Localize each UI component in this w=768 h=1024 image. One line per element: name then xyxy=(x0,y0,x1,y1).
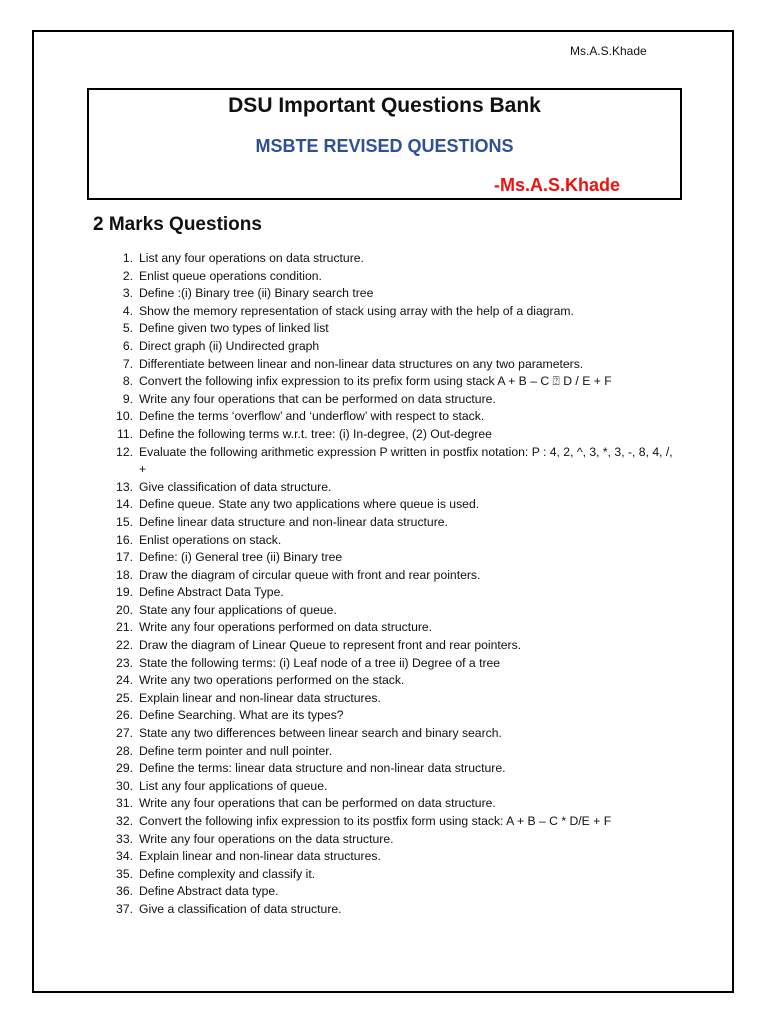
question-text: Define queue. State any two applications where queue is used. xyxy=(139,497,480,512)
question-text: Define Searching. What are its types? xyxy=(139,708,344,723)
question-text: List any four applications of queue. xyxy=(139,778,328,793)
question-text: Show the memory representation of stack using array with the help of a diagram. xyxy=(139,303,574,318)
question-number: 16. xyxy=(116,532,133,547)
question-item xyxy=(107,795,677,813)
title-box xyxy=(87,88,682,200)
question-item xyxy=(107,813,677,831)
question-item xyxy=(107,866,677,884)
question-text: Evaluate the following arithmetic expression P written in postfix notation: P : 4, 2, ^, 3, *, 3, -, 8, 4, /, + xyxy=(139,444,673,477)
question-text: Define the terms ‘overflow’ and ‘underflow’ with respect to stack. xyxy=(139,409,485,424)
question-item xyxy=(107,760,677,778)
question-text: Explain linear and non-linear data structures. xyxy=(139,690,381,705)
question-number: 10. xyxy=(116,409,133,424)
question-number: 26. xyxy=(116,708,133,723)
question-item xyxy=(107,848,677,866)
question-item xyxy=(107,391,677,409)
question-number: 13. xyxy=(116,479,133,494)
question-number: 7. xyxy=(122,356,133,371)
question-number: 22. xyxy=(116,638,133,653)
question-number: 1. xyxy=(122,251,133,265)
question-number: 19. xyxy=(116,585,133,600)
question-item xyxy=(107,373,677,391)
question-item xyxy=(107,584,677,602)
question-text: Define Abstract Data Type. xyxy=(139,585,284,600)
question-item xyxy=(107,514,677,532)
header-author: Ms.A.S.Khade xyxy=(570,44,647,58)
question-item xyxy=(107,743,677,761)
question-text: State any four applications of queue. xyxy=(139,602,337,617)
question-item xyxy=(107,637,677,655)
question-number: 34. xyxy=(116,849,133,864)
question-number: 37. xyxy=(116,901,133,916)
question-text: Give a classification of data structure. xyxy=(139,901,342,916)
question-text: Define Abstract data type. xyxy=(139,884,279,899)
question-item xyxy=(107,707,677,725)
question-number: 8. xyxy=(122,374,133,389)
question-text: Write any four operations performed on data structure. xyxy=(139,620,433,635)
question-item xyxy=(107,268,677,286)
question-text: Give classification of data structure. xyxy=(139,479,332,494)
question-item xyxy=(107,831,677,849)
question-item xyxy=(107,901,677,919)
question-number: 3. xyxy=(122,286,133,301)
question-item xyxy=(107,883,677,901)
question-item xyxy=(107,567,677,585)
question-item xyxy=(107,690,677,708)
question-item xyxy=(107,285,677,303)
question-text: Convert the following infix expression to its postfix form using stack: A + B – C * D/E + F xyxy=(139,814,612,828)
question-number: 18. xyxy=(116,567,133,582)
question-item xyxy=(107,532,677,550)
question-item xyxy=(107,549,677,567)
question-number: 20. xyxy=(116,602,133,617)
question-text: Differentiate between linear and non-linear data structures on any two parameters. xyxy=(139,356,584,371)
question-number: 35. xyxy=(116,866,133,881)
question-item xyxy=(107,320,677,338)
question-number: 24. xyxy=(116,673,133,688)
question-text: Define term pointer and null pointer. xyxy=(139,743,333,758)
question-text: Draw the diagram of circular queue with front and rear pointers. xyxy=(139,567,481,582)
question-item xyxy=(107,778,677,796)
question-text: Write any two operations performed on the stack. xyxy=(139,673,405,688)
question-text: Explain linear and non-linear data structures. xyxy=(139,849,381,864)
question-item xyxy=(107,672,677,690)
question-number: 9. xyxy=(122,391,133,406)
question-item xyxy=(107,602,677,620)
question-item xyxy=(107,408,677,426)
question-number: 29. xyxy=(116,761,133,776)
question-text: Enlist operations on stack. xyxy=(139,532,282,547)
question-item xyxy=(107,619,677,637)
question-item xyxy=(107,303,677,321)
question-number: 4. xyxy=(122,303,133,318)
document-subtitle: MSBTE REVISED QUESTIONS xyxy=(255,136,514,156)
question-number: 28. xyxy=(116,743,133,758)
question-number: 31. xyxy=(116,796,133,811)
question-item xyxy=(107,725,677,743)
document-title: DSU Important Questions Bank xyxy=(228,94,541,117)
document-author: -Ms.A.S.Khade xyxy=(494,175,621,195)
question-text: Convert the following infix expression to its prefix form using stack A + B – C ⍰ D / E + F xyxy=(139,374,612,389)
question-number: 30. xyxy=(116,778,133,793)
question-item xyxy=(107,655,677,673)
question-text: Draw the diagram of Linear Queue to represent front and rear pointers. xyxy=(139,638,522,653)
question-item xyxy=(107,356,677,374)
question-text: Direct graph (ii) Undirected graph xyxy=(139,338,320,353)
question-text: Enlist queue operations condition. xyxy=(139,268,322,283)
question-number: 36. xyxy=(116,884,133,899)
question-number: 12. xyxy=(116,444,133,459)
question-number: 33. xyxy=(116,831,133,846)
section-heading: 2 Marks Questions xyxy=(93,214,262,235)
question-item xyxy=(107,426,677,444)
question-number: 6. xyxy=(122,338,133,353)
question-item xyxy=(107,338,677,356)
question-text: Define linear data structure and non-linear data structure. xyxy=(139,514,448,529)
question-number: 27. xyxy=(116,726,133,741)
question-text: Define the terms: linear data structure and non-linear data structure. xyxy=(139,761,506,776)
question-text: Define complexity and classify it. xyxy=(139,866,316,881)
question-item xyxy=(107,444,677,479)
question-text: Define given two types of linked list xyxy=(139,321,329,336)
question-text: Define :(i) Binary tree (ii) Binary search tree xyxy=(139,286,374,301)
question-number: 14. xyxy=(116,497,133,512)
question-text: List any four operations on data structure. xyxy=(139,251,364,265)
question-number: 21. xyxy=(116,620,133,635)
question-text: Define: (i) General tree (ii) Binary tree xyxy=(139,550,343,565)
question-number: 11. xyxy=(116,426,133,441)
question-number: 23. xyxy=(116,655,133,670)
question-text: State the following terms: (i) Leaf node of a tree ii) Degree of a tree xyxy=(139,655,501,670)
question-number: 32. xyxy=(116,814,133,828)
question-item xyxy=(107,496,677,514)
question-number: 25. xyxy=(116,690,133,705)
question-text: Write any four operations on the data structure. xyxy=(139,831,394,846)
question-number: 15. xyxy=(116,514,133,529)
question-item xyxy=(107,250,677,268)
question-text: Write any four operations that can be performed on data structure. xyxy=(139,796,496,811)
question-number: 5. xyxy=(122,321,133,336)
question-item xyxy=(107,479,677,497)
question-text: State any two differences between linear search and binary search. xyxy=(139,726,502,741)
question-text: Write any four operations that can be performed on data structure. xyxy=(139,391,496,406)
question-number: 17. xyxy=(116,550,133,565)
question-text: Define the following terms w.r.t. tree: (i) In-degree, (2) Out-degree xyxy=(139,426,492,441)
question-list xyxy=(107,250,677,919)
question-number: 2. xyxy=(122,268,133,283)
